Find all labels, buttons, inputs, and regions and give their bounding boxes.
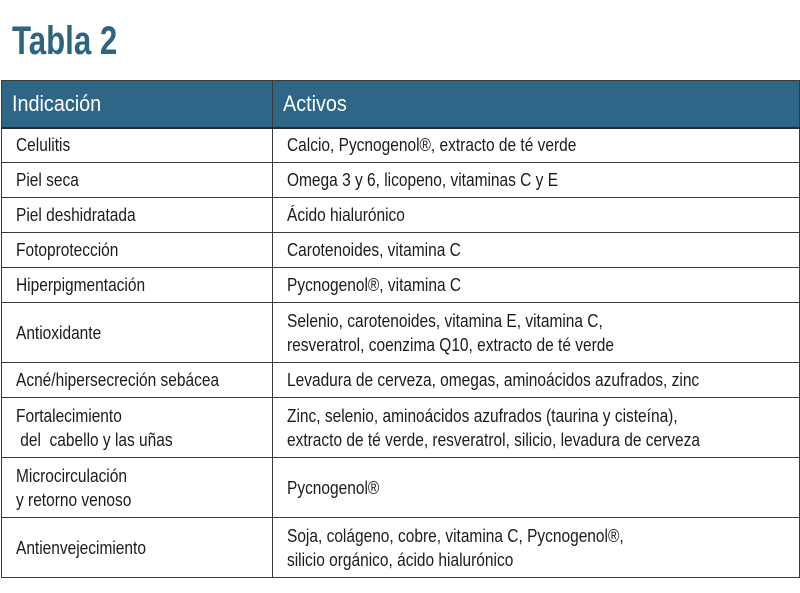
cell-activos-text: Pycnogenol® (287, 477, 380, 498)
cell-indicacion (2, 233, 273, 268)
cell-indicacion-text: Hiperpigmentación (16, 275, 146, 295)
table-row (2, 163, 800, 198)
column-header-indicacion-label: Indicación (12, 90, 102, 116)
cell-indicacion-text: Antioxidante (16, 322, 102, 343)
cell-indicacion-text: Piel deshidratada (16, 205, 136, 225)
table-header-row (2, 81, 800, 128)
cell-indicacion-text: Celulitis (16, 135, 71, 156)
cell-indicacion-text: Piel seca (16, 170, 79, 190)
table-row (2, 233, 800, 268)
cell-activos (273, 398, 800, 458)
cell-indicacion (2, 268, 273, 303)
cell-indicacion (2, 128, 273, 163)
indications-table (1, 80, 800, 578)
cell-activos (273, 268, 800, 303)
cell-activos (273, 303, 800, 363)
table-row (2, 398, 800, 458)
cell-activos (273, 233, 800, 268)
column-header-activos-label: Activos (283, 90, 347, 116)
cell-indicacion-text: Fortalecimiento del cabello y las uñas (16, 405, 173, 450)
cell-indicacion (2, 163, 273, 198)
column-header-activos (273, 81, 800, 128)
cell-indicacion (2, 363, 273, 398)
cell-indicacion (2, 398, 273, 458)
cell-activos-text: Pycnogenol®, vitamina C (287, 275, 462, 295)
cell-activos-text: Omega 3 y 6, licopeno, vitaminas C y E (287, 170, 559, 190)
cell-activos (273, 128, 800, 163)
cell-activos-text: Selenio, carotenoides, vitamina E, vitamina C, resveratrol, coenzima Q10, extracto de té verde (287, 310, 614, 355)
table-row (2, 128, 800, 163)
cell-indicacion-text: Fotoprotección (16, 240, 119, 260)
cell-activos (273, 363, 800, 398)
cell-activos-text: Zinc, selenio, aminoácidos azufrados (taurina y cisteína), extracto de té verde, resveratrol, silicio, levadura de cerveza (287, 405, 701, 450)
cell-activos-text: Carotenoides, vitamina C (287, 240, 461, 260)
table-row (2, 458, 800, 518)
cell-indicacion-text: Antienvejecimiento (16, 537, 146, 558)
cell-indicacion (2, 198, 273, 233)
cell-activos-text: Soja, colágeno, cobre, vitamina C, Pycnogenol®, silicio orgánico, ácido hialurónico (287, 525, 624, 570)
cell-activos-text: Ácido hialurónico (287, 205, 405, 225)
cell-indicacion-text: Acné/hipersecreción sebácea (16, 370, 220, 390)
cell-indicacion-text: Microcirculación y retorno venoso (16, 465, 132, 510)
column-header-indicacion (2, 81, 273, 128)
cell-activos (273, 198, 800, 233)
cell-indicacion (2, 303, 273, 363)
cell-activos-text: Calcio, Pycnogenol®, extracto de té verde (287, 135, 577, 156)
table-row (2, 268, 800, 303)
table-row (2, 303, 800, 363)
table-title: Tabla 2 (12, 19, 118, 63)
cell-indicacion (2, 518, 273, 578)
cell-activos (273, 163, 800, 198)
table-row (2, 198, 800, 233)
table-row (2, 363, 800, 398)
cell-indicacion (2, 458, 273, 518)
cell-activos (273, 518, 800, 578)
cell-activos-text: Levadura de cerveza, omegas, aminoácidos azufrados, zinc (287, 370, 700, 390)
table-row (2, 518, 800, 578)
cell-activos (273, 458, 800, 518)
